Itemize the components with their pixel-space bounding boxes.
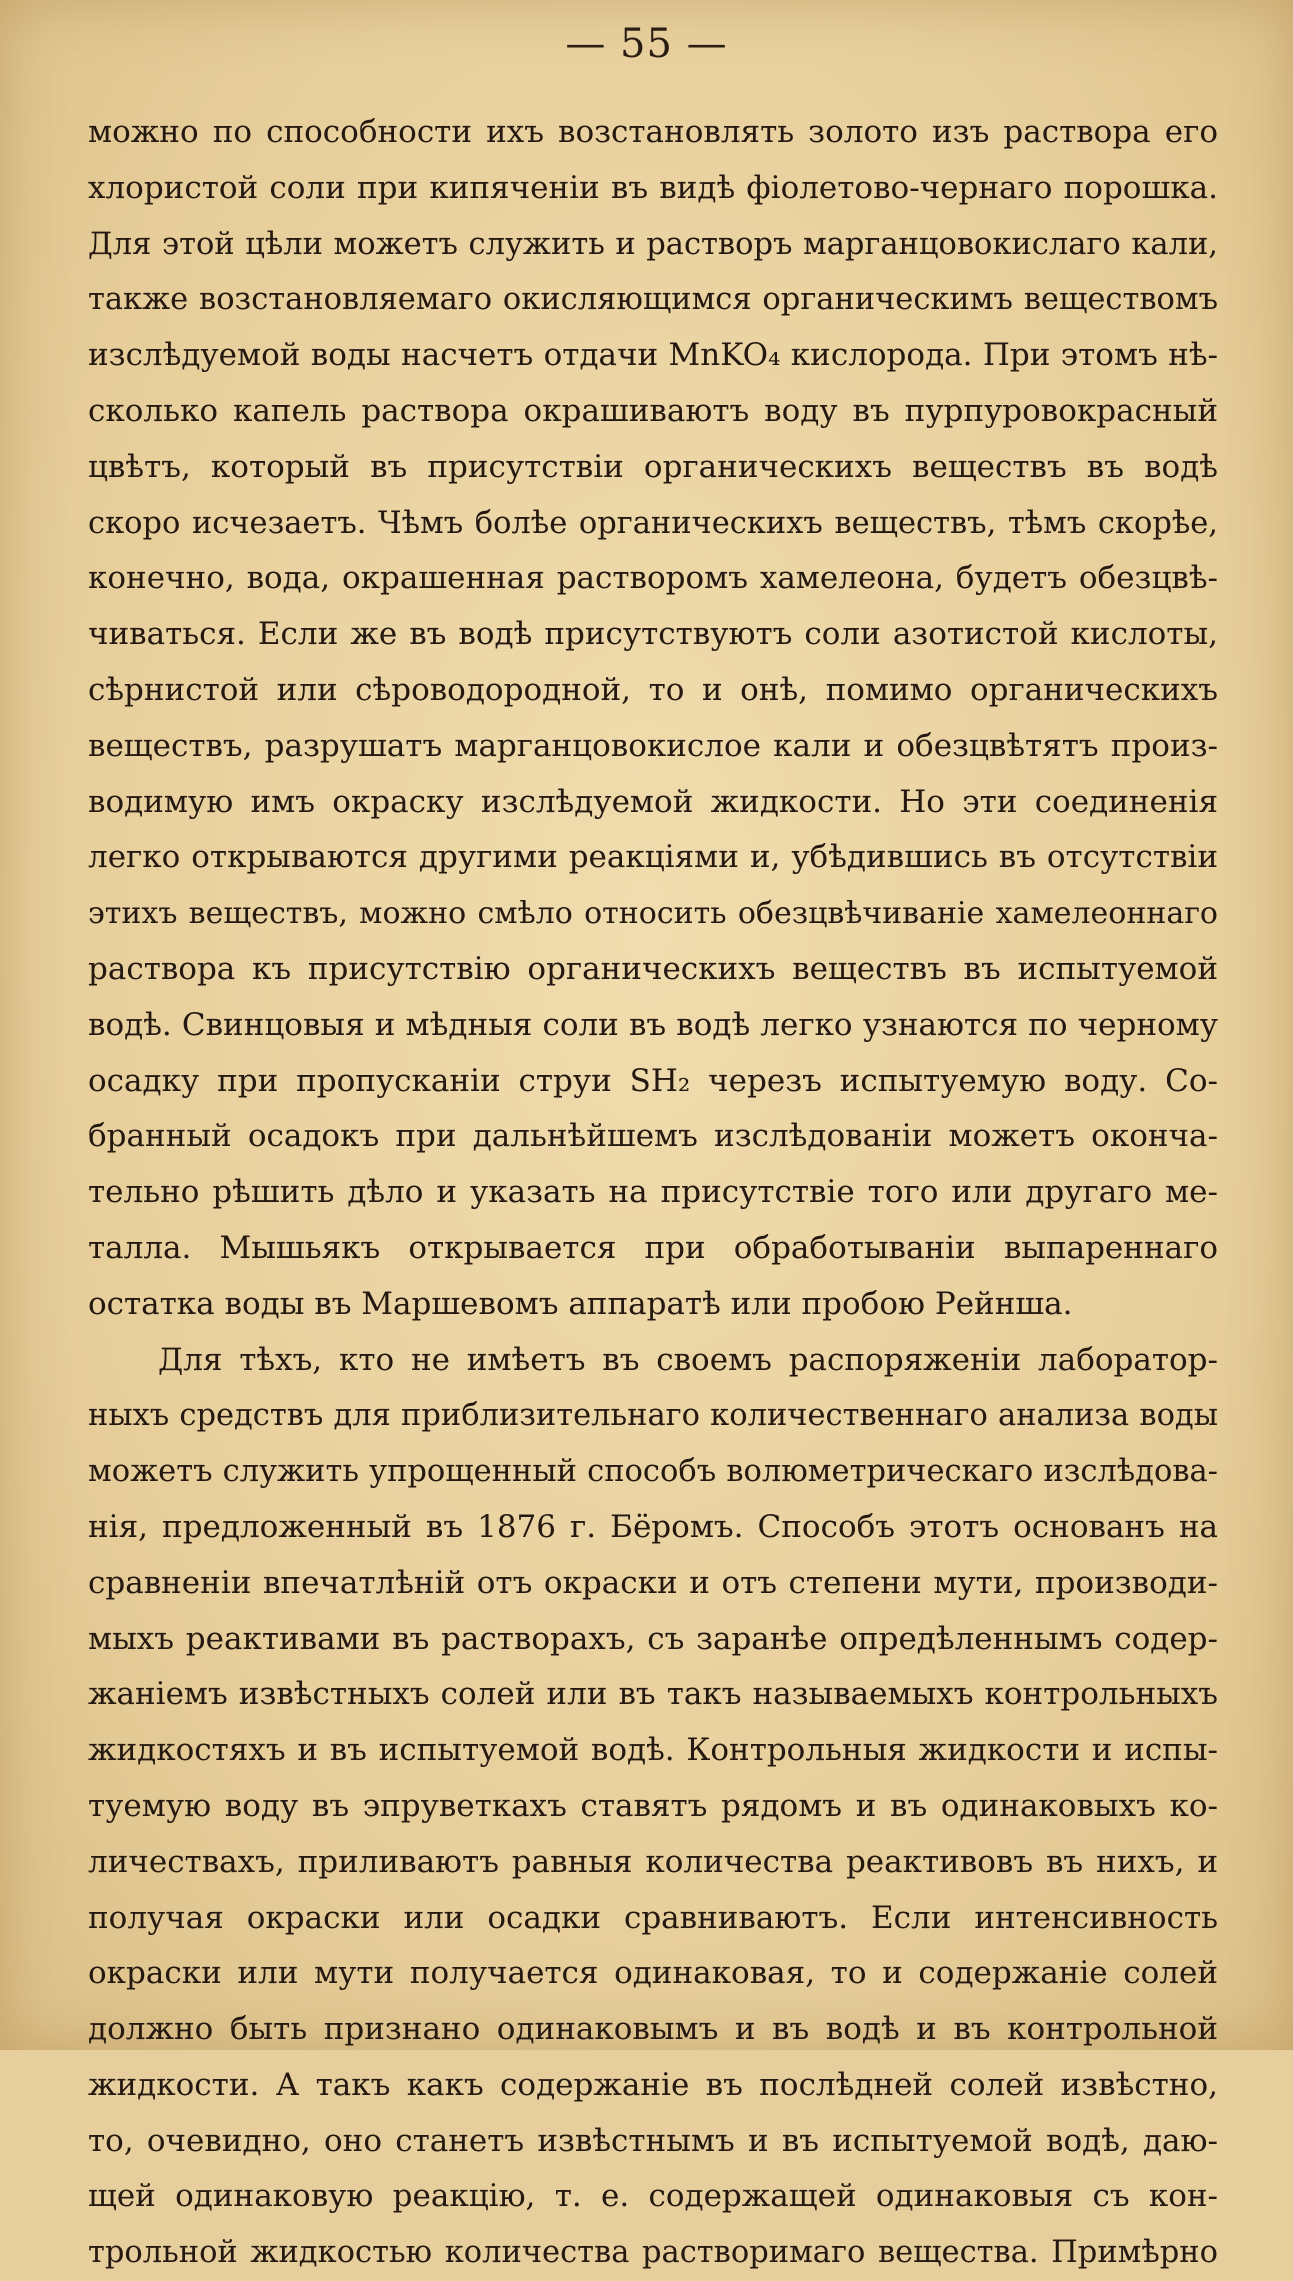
- text-line: талла. Мышьякъ открывается при обработываніи выпареннаго: [88, 1229, 1218, 1266]
- text-line: изслѣдуемой воды насчетъ отдачи MnKO₄ кислорода. При этомъ нѣ-: [88, 337, 1218, 374]
- text-line: водѣ. Свинцовыя и мѣдныя соли въ водѣ легко узнаются по черному: [88, 1006, 1218, 1043]
- text-line: Для тѣхъ, кто не имѣетъ въ своемъ распоряженіи лаборатор-: [158, 1341, 1218, 1378]
- text-line: жаніемъ извѣстныхъ солей или въ такъ называемыхъ контрольныхъ: [88, 1676, 1218, 1713]
- text-line: сѣрнистой или сѣроводородной, то и онѣ, помимо органическихъ: [88, 671, 1218, 708]
- paragraph-1: [88, 105, 1218, 1333]
- text-line: окраски или мути получается одинаковая, то и содержаніе солей: [88, 1955, 1218, 1992]
- text-line: легко открываются другими реакціями и, убѣдившись въ отсутствіи: [88, 839, 1218, 876]
- text-line: туемую воду въ эпруветкахъ ставятъ рядомъ и въ одинаковыхъ ко-: [88, 1787, 1218, 1824]
- text-line: бранный осадокъ при дальнѣйшемъ изслѣдованіи можетъ оконча-: [88, 1118, 1218, 1155]
- text-line: веществъ, разрушатъ марганцовокислое кали и обезцвѣтятъ произ-: [88, 727, 1218, 764]
- text-line: раствора къ присутствію органическихъ веществъ въ испытуемой: [88, 950, 1218, 987]
- text-line: осадку при пропусканіи струи SH₂ черезъ испытуемую воду. Со-: [88, 1062, 1218, 1099]
- text-line: должно быть признано одинаковымъ и въ водѣ и въ контрольной: [88, 2011, 1218, 2048]
- text-line: сколько капель раствора окрашиваютъ воду въ пурпуровокрасный: [88, 392, 1218, 429]
- text-line: чиваться. Если же въ водѣ присутствуютъ соли азотистой кислоты,: [88, 616, 1218, 653]
- text-line: скоро исчезаетъ. Чѣмъ болѣе органическихъ веществъ, тѣмъ скорѣе,: [88, 505, 1218, 541]
- body-text: [88, 105, 1218, 2281]
- text-line: этихъ веществъ, можно смѣло относить обезцвѣчиваніе хамелеоннаго: [88, 896, 1218, 932]
- text-line: личествахъ, приливаютъ равныя количества реактивовъ въ нихъ, и: [88, 1843, 1218, 1880]
- text-line: сравненіи впечатлѣній отъ окраски и отъ степени мути, производи-: [88, 1564, 1218, 1601]
- text-line: можно по способности ихъ возстановлять золото изъ раствора его: [88, 114, 1218, 150]
- text-line: нія, предложенный въ 1876 г. Бёромъ. Способъ этотъ основанъ на: [88, 1508, 1218, 1545]
- text-line: тельно рѣшить дѣло и указать на присутствіе того или другаго ме-: [88, 1174, 1218, 1211]
- text-line: то, очевидно, оно станетъ извѣстнымъ и въ испытуемой водѣ, даю-: [88, 2122, 1218, 2159]
- text-line: щей одинаковую реакцію, т. е. содержащей одинаковыя съ кон-: [88, 2178, 1218, 2215]
- text-line: мыхъ реактивами въ растворахъ, съ заранѣе опредѣленнымъ содер-: [88, 1620, 1218, 1657]
- paragraph-2: [88, 1333, 1218, 2281]
- page-number: — 55 —: [565, 21, 728, 67]
- text-line: также возстановляемаго окисляющимся органическимъ веществомъ: [88, 282, 1218, 318]
- text-line: можетъ служить упрощенный способъ волюметрическаго изслѣдова-: [88, 1454, 1218, 1490]
- text-line: остатка воды въ Маршевомъ аппаратѣ или пробою Рейнша.: [88, 1285, 1073, 1322]
- text-line: конечно, вода, окрашенная растворомъ хамелеона, будетъ обезцвѣ-: [88, 560, 1218, 597]
- text-line: цвѣтъ, который въ присутствіи органическихъ веществъ въ водѣ: [88, 448, 1218, 485]
- text-line: получая окраски или осадки сравниваютъ. Если интенсивность: [88, 1899, 1218, 1936]
- text-line: трольной жидкостью количества растворимаго вещества. Примѣрно: [88, 2235, 1218, 2271]
- text-line: жидкости. А такъ какъ содержаніе въ послѣдней солей извѣстно,: [88, 2066, 1218, 2103]
- text-line: жидкостяхъ и въ испытуемой водѣ. Контрольныя жидкости и испы-: [88, 1732, 1218, 1769]
- text-line: водимую имъ окраску изслѣдуемой жидкости. Но эти соединенія: [88, 783, 1218, 820]
- text-line: хлористой соли при кипяченіи въ видѣ фіолетово-чернаго порошка.: [88, 169, 1218, 206]
- text-line: Для этой цѣли можетъ служить и растворъ марганцовокислаго кали,: [88, 226, 1218, 262]
- text-line: ныхъ средствъ для приблизительнаго количественнаго анализа воды: [88, 1398, 1218, 1434]
